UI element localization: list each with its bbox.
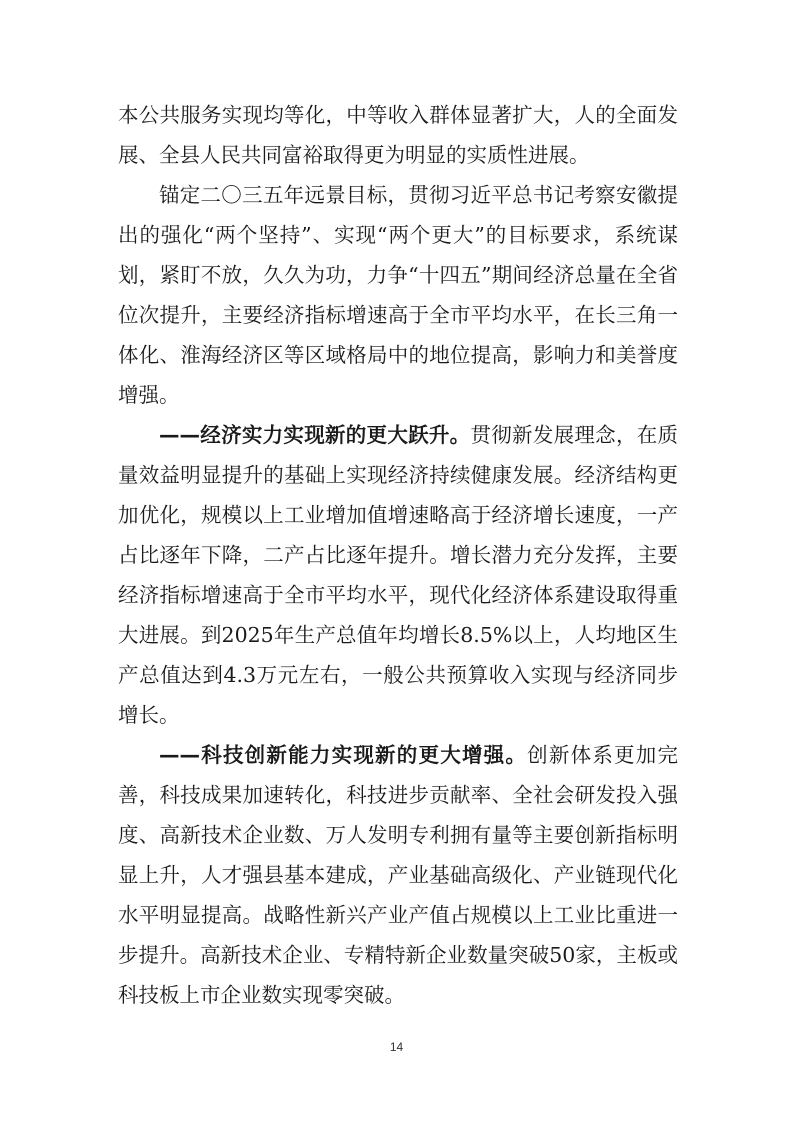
paragraph-4-body: 创新体系更加完善，科技成果加速转化，科技进步贡献率、全社会研发投入强度、高新技术企业数、万人发明专利拥有量等主要创新指标明显上升，人才强县基本建成，产业基础高级化、产业链现代化水平明显提高。战略性新兴产业产值占规模以上工业比重进一步提升。高新技术企业、专精特新企业数量突破50家，主板或科技板上市企业数实现零突破。: [118, 743, 679, 1007]
page-number: 14: [389, 1040, 404, 1054]
paragraph-3-heading: ——经济实力实现新的更大跃升。: [159, 423, 471, 447]
paragraph-4-heading: ——科技创新能力实现新的更大增强。: [159, 743, 528, 767]
paragraph-2: 锚定二〇三五年远景目标，贯彻习近平总书记考察安徽提出的强化“两个坚持”、实现“两个更大”的目标要求，系统谋划，紧盯不放，久久为功，力争“十四五”期间经济总量在全省位次提升，主要经济指标增速高于全市平均水平，在长三角一体化、淮海经济区等区域格局中的地位提高，影响力和美誉度增强。: [118, 183, 678, 407]
paragraph-4: [118, 735, 678, 1015]
paragraph-3: [118, 415, 678, 735]
paragraph-3-body: 贯彻新发展理念，在质量效益明显提升的基础上实现经济持续健康发展。经济结构更加优化，规模以上工业增加值增速略高于经济增长速度，一产占比逐年下降，二产占比逐年提升。增长潜力充分发挥，主要经济指标增速高于全市平均水平，现代化经济体系建设取得重大进展。到2025年生产总值年均增长8.5%以上，人均地区生产总值达到4.3万元左右，一般公共预算收入实现与经济同步增长。: [118, 423, 679, 727]
body-text: [118, 95, 678, 1015]
paragraph-1: 本公共服务实现均等化，中等收入群体显著扩大，人的全面发展、全县人民共同富裕取得更为明显的实质性进展。: [118, 103, 678, 167]
